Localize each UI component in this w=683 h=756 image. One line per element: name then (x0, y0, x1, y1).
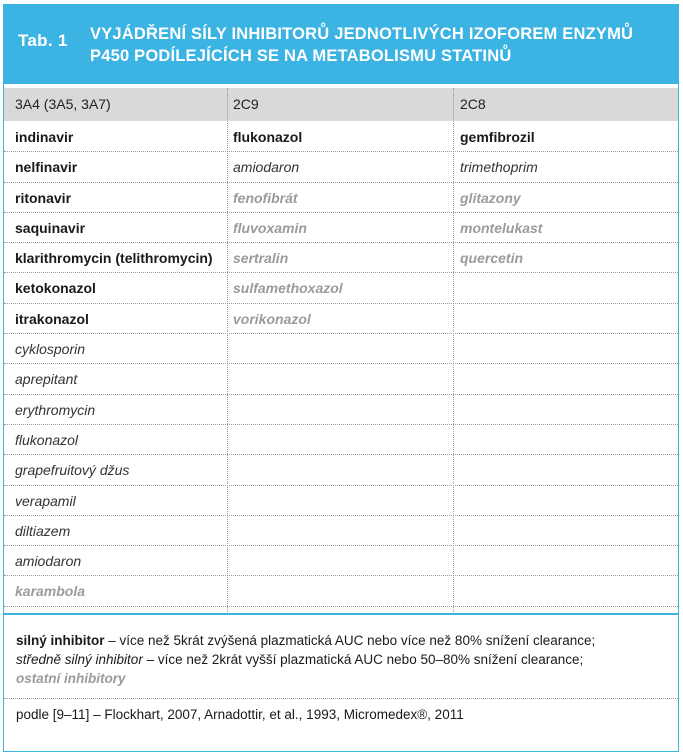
table-cell: itrakonazol (15, 310, 89, 327)
table-cell: flukonazol (15, 431, 79, 448)
table-row (4, 425, 678, 455)
table-header (4, 88, 678, 121)
table-cell: glitazony (460, 189, 521, 206)
table-row (4, 516, 678, 546)
table-frame (3, 4, 679, 752)
table-row (4, 455, 678, 485)
table-cell: ritonavir (15, 189, 72, 206)
table-cell: quercetin (460, 250, 524, 267)
table-cell: montelukast (460, 219, 543, 236)
table-cell: klarithromycin (telithromycin) (15, 250, 213, 267)
legend-other (16, 669, 666, 688)
table-cell: amiodaron (233, 159, 300, 176)
legend-strong-label: silný inhibitor (16, 633, 105, 648)
table-cell: sertralin (233, 250, 289, 267)
table-row (4, 546, 678, 576)
table-cell: grapefruitový džus (15, 462, 130, 479)
table-row (4, 304, 678, 334)
table-row (4, 122, 678, 152)
table-cell: gemfibrozil (460, 129, 535, 145)
title-bar (4, 5, 678, 84)
table-row (4, 364, 678, 394)
source-note: podle [9–11] – Flockhart, 2007, Arnadottir, et al., 1993, Micromedex®, 2011 (16, 707, 464, 722)
table-body (4, 122, 678, 607)
table-cell: amiodaron (15, 553, 82, 570)
table-label: Tab. 1 (18, 31, 68, 50)
table-cell: diltiazem (15, 522, 71, 539)
table-cell: karambola (15, 583, 86, 600)
legend-strong-text: – více než 5krát zvýšená plazmatická AUC nebo více než 80% snížení clearance; (104, 633, 596, 648)
legend-other-label: ostatní inhibitory (16, 671, 126, 686)
legend (16, 631, 666, 688)
table-cell: nelfinavir (15, 159, 78, 176)
table-row (4, 576, 678, 606)
source-divider (4, 698, 678, 699)
column-header-2c9: 2C9 (233, 96, 259, 112)
column-header-2c8: 2C8 (460, 96, 486, 112)
table-cell: ketokonazol (15, 280, 96, 297)
table-cell: indinavir (15, 129, 74, 145)
table-cell: sulfamethoxazol (233, 280, 343, 297)
table-cell: vorikonazol (233, 310, 311, 327)
table-row (4, 334, 678, 364)
table-row (4, 213, 678, 243)
column-header-3a4: 3A4 (3A5, 3A7) (15, 96, 111, 112)
legend-medium-label: středně silný inhibitor (16, 652, 143, 667)
table-title: VYJÁDŘENÍ SÍLY INHIBITORŮ JEDNOTLIVÝCH IZOFOREM ENZYMŮ P450 PODÍLEJÍCÍCH SE NA METABOLISMU STATINŮ (90, 25, 634, 65)
table-cell: cyklosporin (15, 341, 86, 358)
legend-medium-text: – více než 2krát vyšší plazmatická AUC nebo 50–80% snížení clearance; (142, 652, 584, 667)
table-cell: flukonazol (233, 129, 303, 145)
table-bottom-rule (4, 613, 678, 615)
legend-medium (16, 650, 666, 669)
legend-strong (16, 631, 666, 650)
table-cell: saquinavir (15, 219, 86, 236)
table-cell: verapamil (15, 492, 76, 509)
table-row (4, 395, 678, 425)
table-cell: erythromycin (15, 401, 96, 418)
table-row (4, 243, 678, 273)
table-row (4, 183, 678, 213)
table-cell: fluvoxamin (233, 219, 307, 236)
table-cell: aprepitant (15, 371, 78, 388)
table-row (4, 273, 678, 303)
table-row (4, 486, 678, 516)
table-cell: trimethoprim (460, 159, 538, 176)
table-row (4, 152, 678, 182)
table-cell: fenofibrát (233, 189, 298, 206)
